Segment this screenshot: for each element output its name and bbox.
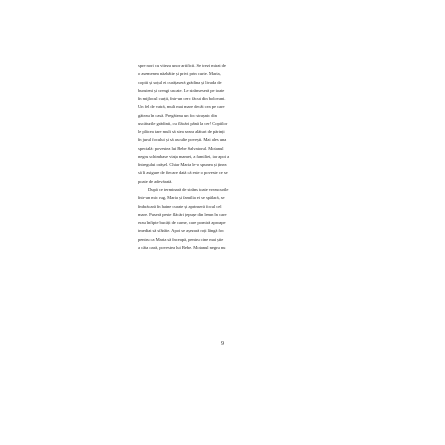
text-line: le plăcea tare mult să stea seara alături de părinți (138, 129, 225, 135)
text-line: imediat să sfârâie. Apoi se așezară roți lângă foc (138, 228, 225, 234)
text-line: poate de adevărată. (138, 178, 173, 184)
text-line: Un fel de vatră, mult mai mare decât cea pe care (138, 104, 225, 110)
text-line: găteau în casă. Pregăteau un foc strașnic din (138, 112, 217, 118)
text-line: uscăturile grădinii, cu flăcări până la cer! Copiilor (138, 120, 228, 126)
text-line: în jurul focului și să asculte povești. Mai ales una (138, 137, 227, 143)
text-line: buruieni și crengi uscate. Le strânseseră pe toate (138, 87, 225, 93)
text-line: spre nori cu viteza unor artificii. Se trezi mirat de (138, 63, 226, 68)
text-line: în mijlocul curții, într-un cerc făcut din bolovani. (138, 96, 226, 102)
text-line: să îi asigure de fiecare dată că este o poveste ce se (138, 170, 228, 176)
text-line: întregului orășel. Chiar Maria le-o spunea și ținea (138, 162, 227, 168)
text-line: a câta oară, povestea lui Bebe. Motanul negru nu (138, 244, 226, 250)
text-line: specială: povestea lui Bebe Salvatorul. Motanul (138, 145, 224, 151)
text-line: După ce terminară de strâns toate vreascurile (148, 186, 229, 192)
text-line: o asemenea năzbâtie și privi prin curte. Maria, (138, 71, 221, 77)
text-line: mare. Puseră peste flăcări țepușe din lemn în care (138, 211, 227, 217)
text-line: copiii și soțul ei curățaseră grădina și livada de (138, 79, 222, 85)
paragraph-1 (138, 62, 304, 186)
paragraph-2 (138, 186, 304, 252)
page-number: 9 (221, 341, 224, 347)
text-line: îmbrăcară în haine curate și aprinseră focul cel (138, 203, 222, 209)
text-line: într-un mic rug, Maria și familia ei se spălară, se (138, 195, 225, 201)
body-text (138, 62, 304, 252)
text-line: pentru ca Maria să înceapă, pentru cine mai știe (138, 236, 224, 242)
text-line: erau înfipte bucăți de carne, care porniră aproape (138, 220, 226, 226)
text-line: negru schimbase viața mamei, a familiei, iar apoi a (138, 153, 230, 159)
